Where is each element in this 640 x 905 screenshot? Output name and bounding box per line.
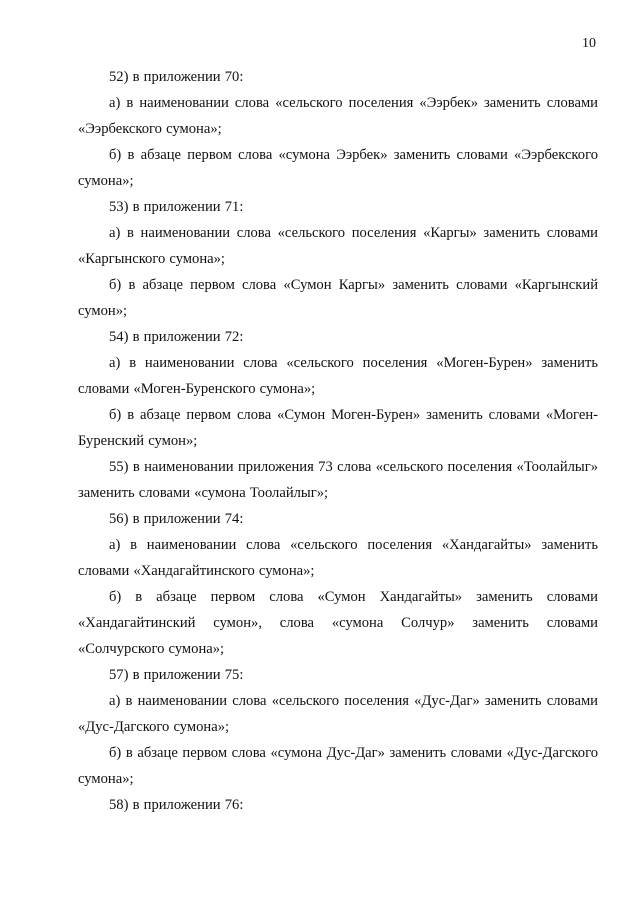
paragraph-57: 57) в приложении 75: (109, 667, 244, 683)
paragraph-56b: б) в абзаце первом слова «Сумон Хандагайты» заменить словами «Хандагайтинский сумон», слова «сумона Солчур» заменить словами «Солчурского сумона»; (78, 589, 598, 657)
paragraph-53: 53) в приложении 71: (109, 199, 244, 215)
paragraph-53b: б) в абзаце первом слова «Сумон Каргы» заменить словами «Каргынский сумон»; (78, 277, 598, 319)
paragraph-52: 52) в приложении 70: (109, 69, 244, 85)
paragraph-54b: б) в абзаце первом слова «Сумон Моген-Бурен» заменить словами «Моген-Буренский сумон»; (78, 407, 598, 449)
paragraph-54a: а) в наименовании слова «сельского поселения «Моген-Бурен» заменить словами «Моген-Буренского сумона»; (78, 355, 598, 397)
paragraph-56: 56) в приложении 74: (109, 511, 244, 527)
paragraph-54: 54) в приложении 72: (109, 329, 244, 345)
page-number: 10 (582, 36, 596, 51)
paragraph-52b: б) в абзаце первом слова «сумона Ээрбек» заменить словами «Ээрбекского сумона»; (78, 147, 598, 189)
paragraph-52a: а) в наименовании слова «сельского поселения «Ээрбек» заменить словами «Ээрбекского сумона»; (78, 95, 598, 137)
paragraph-56a: а) в наименовании слова «сельского поселения «Хандагайты» заменить словами «Хандагайтинского сумона»; (78, 537, 598, 579)
paragraph-57b: б) в абзаце первом слова «сумона Дус-Даг» заменить словами «Дус-Дагского сумона»; (78, 745, 598, 787)
paragraph-53a: а) в наименовании слова «сельского поселения «Каргы» заменить словами «Каргынского сумона»; (78, 225, 598, 267)
document-body (78, 64, 598, 818)
paragraph-57a: а) в наименовании слова «сельского поселения «Дус-Даг» заменить словами «Дус-Дагского сумона»; (78, 693, 598, 735)
paragraph-58: 58) в приложении 76: (109, 797, 244, 813)
paragraph-55: 55) в наименовании приложения 73 слова «сельского поселения «Тоолайлыг» заменить словами «сумона Тоолайлыг»; (78, 459, 598, 501)
